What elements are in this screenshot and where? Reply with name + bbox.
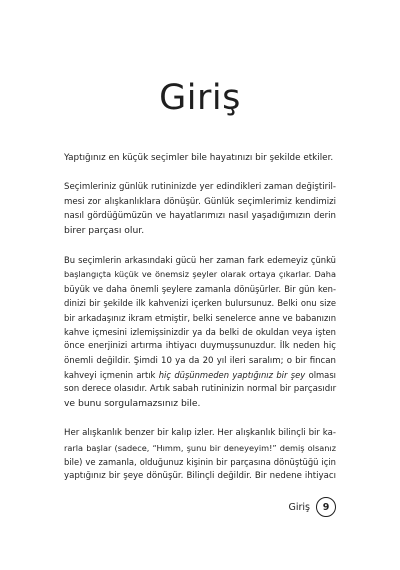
- text-line: büyük ve daha önemli şeylere zamanla dönüşürler. Bir gün ken-: [64, 283, 336, 294]
- chapter-title: Giriş: [159, 78, 241, 118]
- text-line: kahve içmesini izlemişsinizdir ya da belki de okuldan veya işten: [64, 326, 336, 337]
- text-line: önemli değildir. Şimdi 10 ya da 20 yıl ileri saralım; o bir fincan: [64, 355, 336, 366]
- text-segment: kahveyi içmenin artık: [64, 370, 159, 381]
- text-segment: olması: [305, 370, 337, 381]
- running-footer-title: Giriş: [288, 501, 310, 513]
- paragraph-1: [64, 151, 336, 165]
- italic-phrase: hiç düşünmeden yaptığınız bir şey: [158, 370, 306, 381]
- text-line: Seçimleriniz günlük rutininizde yer edindikleri zaman değiştiril-: [64, 182, 336, 193]
- text-line: Yaptığınız en küçük seçimler bile hayatınızı bir şekilde etkiler.: [64, 153, 334, 163]
- page-number: 9: [322, 501, 330, 513]
- paragraph-2: [64, 180, 336, 238]
- text-line: dinizi bir şekilde ilk kahvenizi içerken bulursunuz. Belki onu size: [64, 298, 336, 309]
- body-text: [64, 151, 336, 499]
- text-line: rarla başlar (sadece, “Hımm, şunu bir deneyeyim!” demiş olsanız: [64, 442, 336, 453]
- text-line: Her alışkanlık benzer bir kalıp izler. Her alışkanlık bilinçli bir ka-: [64, 428, 336, 439]
- text-line: son derece olasıdır. Artık sabah rutininizin normal bir parçasıdır: [64, 384, 337, 395]
- text-line: birer parçası olur.: [64, 224, 145, 236]
- text-line: başlangıçta küçük ve önemsiz şeyler olarak ortaya çıkarlar. Daha: [64, 269, 336, 280]
- text-line: bile) ve zamanla, olduğunuz kişinin bir parçasına dönüştüğü için: [64, 457, 336, 468]
- text-line: mesi zor alışkanlıklara dönüşür. Günlük seçimlerimiz kendimizi: [64, 196, 336, 207]
- paragraph-3: [64, 253, 336, 411]
- text-line: bir arkadaşınız ikram etmiştir, belki senelerce anne ve babanızın: [64, 312, 336, 323]
- text-line: önce enerjinizi artırma ihtiyacı duymuşsunuzdur. İlk neden hiç: [64, 341, 336, 352]
- text-line-emphasis: [64, 368, 336, 382]
- text-line: Bu seçimlerin arkasındaki gücü her zaman fark edemeyiz çünkü: [64, 254, 336, 265]
- paragraph-4: [64, 426, 336, 484]
- text-line: ve bunu sorgulamazsınız bile.: [64, 397, 201, 409]
- page-number-badge: [316, 497, 336, 517]
- text-line: nasıl gördüğümüzün ve hayatlarımızı nasıl yaşadığımızın derin: [64, 211, 336, 222]
- text-line: yaptığınız bir şeye dönüşür. Bilinçli değildir. Bir nedene ihtiyacı: [64, 471, 336, 482]
- page-footer: [289, 496, 337, 518]
